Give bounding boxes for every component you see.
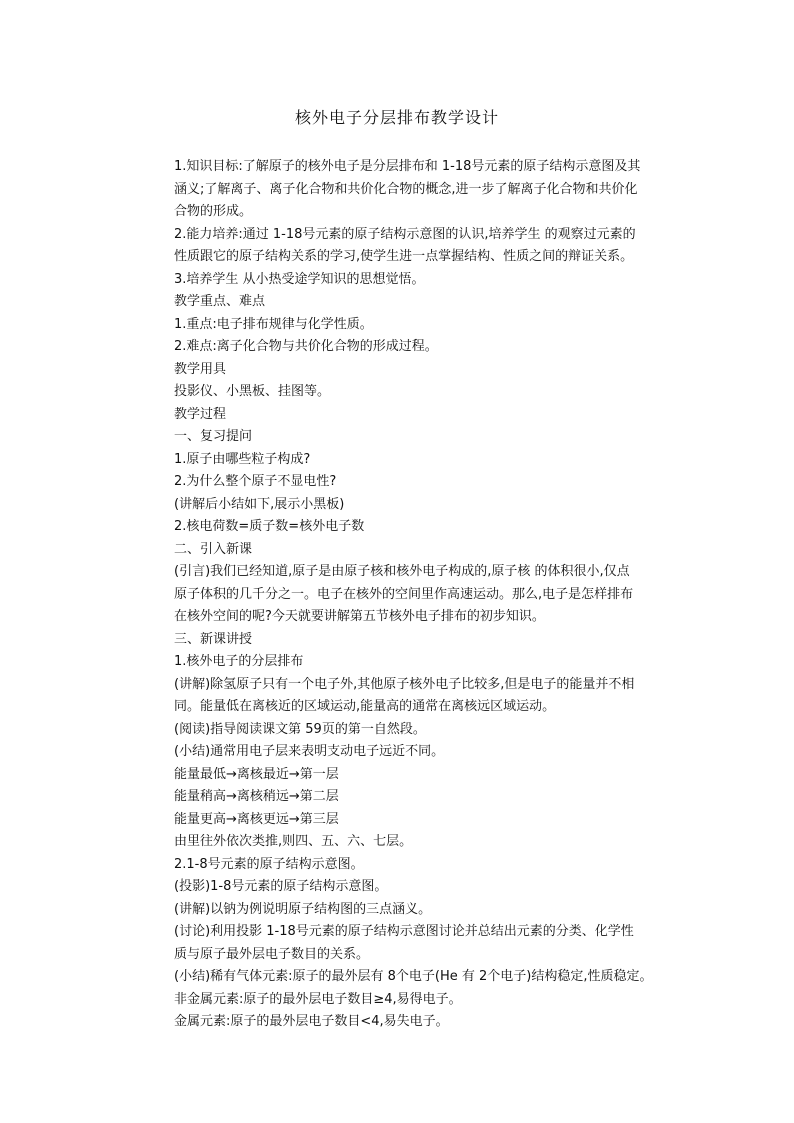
- section-heading: 二、引入新课: [174, 541, 253, 557]
- text-line: 能量更高→离核更远→第三层: [174, 811, 339, 827]
- text-line: 在核外空间的呢?今天就要讲解第五节核外电子排布的初步知识。: [174, 609, 545, 624]
- text-line: (讲解后小结如下,展示小黑板): [174, 496, 345, 512]
- text-line: 2.核电荷数=质子数=核外电子数: [174, 519, 365, 534]
- text-line: 合物的形成。: [174, 204, 253, 219]
- section-heading: 三、新课讲授: [174, 631, 253, 647]
- text-line: 能量稍高→离核稍远→第二层: [174, 789, 339, 804]
- text-line: 2.难点:离子化合物与共价化合物的形成过程。: [174, 339, 438, 354]
- text-line: 原子体积的几千分之一。电子在核外的空间里作高速运动。那么,电子是怎样排布: [174, 586, 634, 602]
- text-line: 1.重点:电子排布规律与化学性质。: [174, 316, 373, 332]
- text-line: 1.知识目标:了解原子的核外电子是分层排布和 1-18号元素的原子结构示意图及其: [174, 159, 641, 174]
- text-line: 性质跟它的原子结构关系的学习,使学生进一点掌握结构、性质之间的辩证关系。: [174, 249, 634, 264]
- text-line: 由里往外依次类推,则四、五、六、七层。: [174, 834, 413, 849]
- document-title: 核外电子分层排布教学设计: [294, 108, 499, 127]
- text-line: (讲解)以钠为例说明原子结构图的三点涵义。: [174, 901, 432, 917]
- text-line: 同。能量低在离核近的区域运动,能量高的通常在离核远区域运动。: [174, 699, 556, 714]
- text-line: 质与原子最外层电子数目的关系。: [174, 946, 370, 962]
- section-heading: 教学用具: [174, 361, 227, 377]
- text-line: 2.为什么整个原子不显电性?: [174, 474, 337, 489]
- text-line: (小结)通常用电子层来表明支动电子远近不同。: [174, 744, 445, 759]
- section-heading: 教学重点、难点: [174, 294, 266, 309]
- text-line: 金属元素:原子的最外层电子数目<4,易失电子。: [174, 1014, 449, 1029]
- text-line: 非金属元素:原子的最外层电子数目≥4,易得电子。: [174, 991, 462, 1007]
- text-line: (讨论)利用投影 1-18号元素的原子结构示意图讨论并总结出元素的分类、化学性: [174, 924, 634, 939]
- text-line: (阅读)指导阅读课文第 59页的第一自然段。: [174, 721, 426, 737]
- text-line: 1.原子由哪些粒子构成?: [174, 451, 311, 467]
- text-line: 1.核外电子的分层排布: [174, 654, 304, 669]
- text-line: 能量最低→离核最近→第一层: [174, 766, 339, 782]
- text-line: 涵义;了解离子、离子化合物和共价化合物的概念,进一步了解离子化合物和共价化: [174, 181, 638, 197]
- text-line: 2.1-8号元素的原子结构示意图。: [174, 856, 364, 872]
- text-line: (小结)稀有气体元素:原子的最外层有 8个电子(He 有 2个电子)结构稳定,性质稳定。: [174, 969, 653, 984]
- section-heading: 一、复习提问: [174, 429, 253, 444]
- text-line: (投影)1-8号元素的原子结构示意图。: [174, 879, 388, 894]
- text-line: 投影仪、小黑板、挂图等。: [174, 384, 331, 399]
- text-line: 3.培养学生 从小热受途学知识的思想觉悟。: [174, 271, 425, 287]
- section-heading: 教学过程: [174, 406, 227, 422]
- text-line: (讲解)除氢原子只有一个电子外,其他原子核外电子比较多,但是电子的能量并不相: [174, 676, 635, 692]
- text-line: (引言)我们已经知道,原子是由原子核和核外电子构成的,原子核 的体积很小,仅点: [174, 564, 630, 579]
- text-line: 2.能力培养:通过 1-18号元素的原子结构示意图的认识,培养学生 的观察过元素的: [174, 226, 636, 242]
- document-body: [174, 156, 684, 1034]
